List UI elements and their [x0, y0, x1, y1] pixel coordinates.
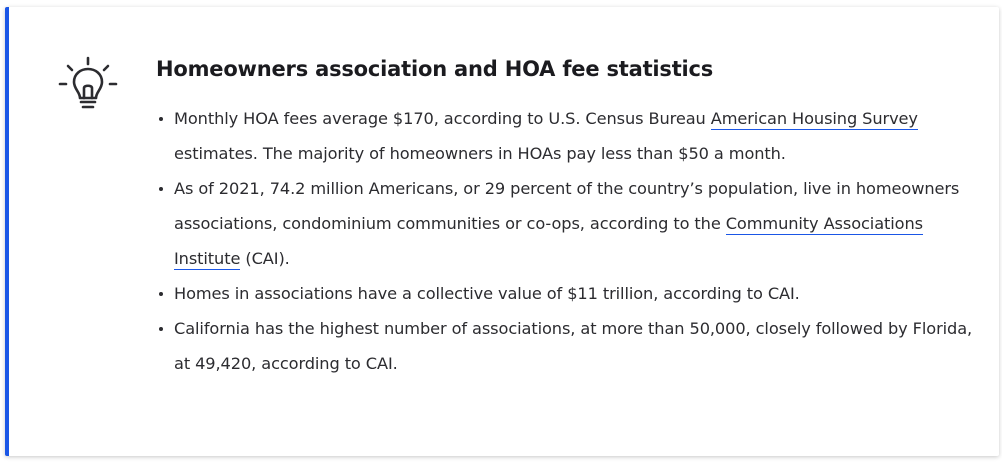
item-text: estimates. The majority of homeowners in HOAs pay less than $50 a month. [174, 144, 786, 163]
list-item [156, 101, 976, 171]
stats-callout-card [5, 7, 999, 456]
item-text: (CAI). [240, 249, 290, 268]
stats-list [156, 101, 976, 381]
lightbulb-icon [54, 52, 122, 120]
item-text: As of 2021, 74.2 million Americans, or 29 percent of the country’s population, live in homeowners associations, condominium communities or co-ops, according to the [174, 179, 960, 233]
american-housing-survey-link[interactable]: American Housing Survey [710, 109, 918, 128]
list-item [156, 276, 976, 311]
item-text: Monthly HOA fees average $170, according to U.S. Census Bureau [174, 109, 711, 128]
item-text: California has the highest number of associations, at more than 50,000, closely followed by Florida, at 49,420, according to CAI. [174, 319, 973, 373]
callout-content [156, 55, 976, 381]
community-associations-institute-link[interactable]: Community Associations Institute [174, 214, 923, 268]
list-item [156, 311, 976, 381]
list-item [156, 171, 976, 276]
callout-title: Homeowners association and HOA fee statistics [156, 57, 714, 81]
item-text: Homes in associations have a collective value of $11 trillion, according to CAI. [174, 284, 800, 303]
